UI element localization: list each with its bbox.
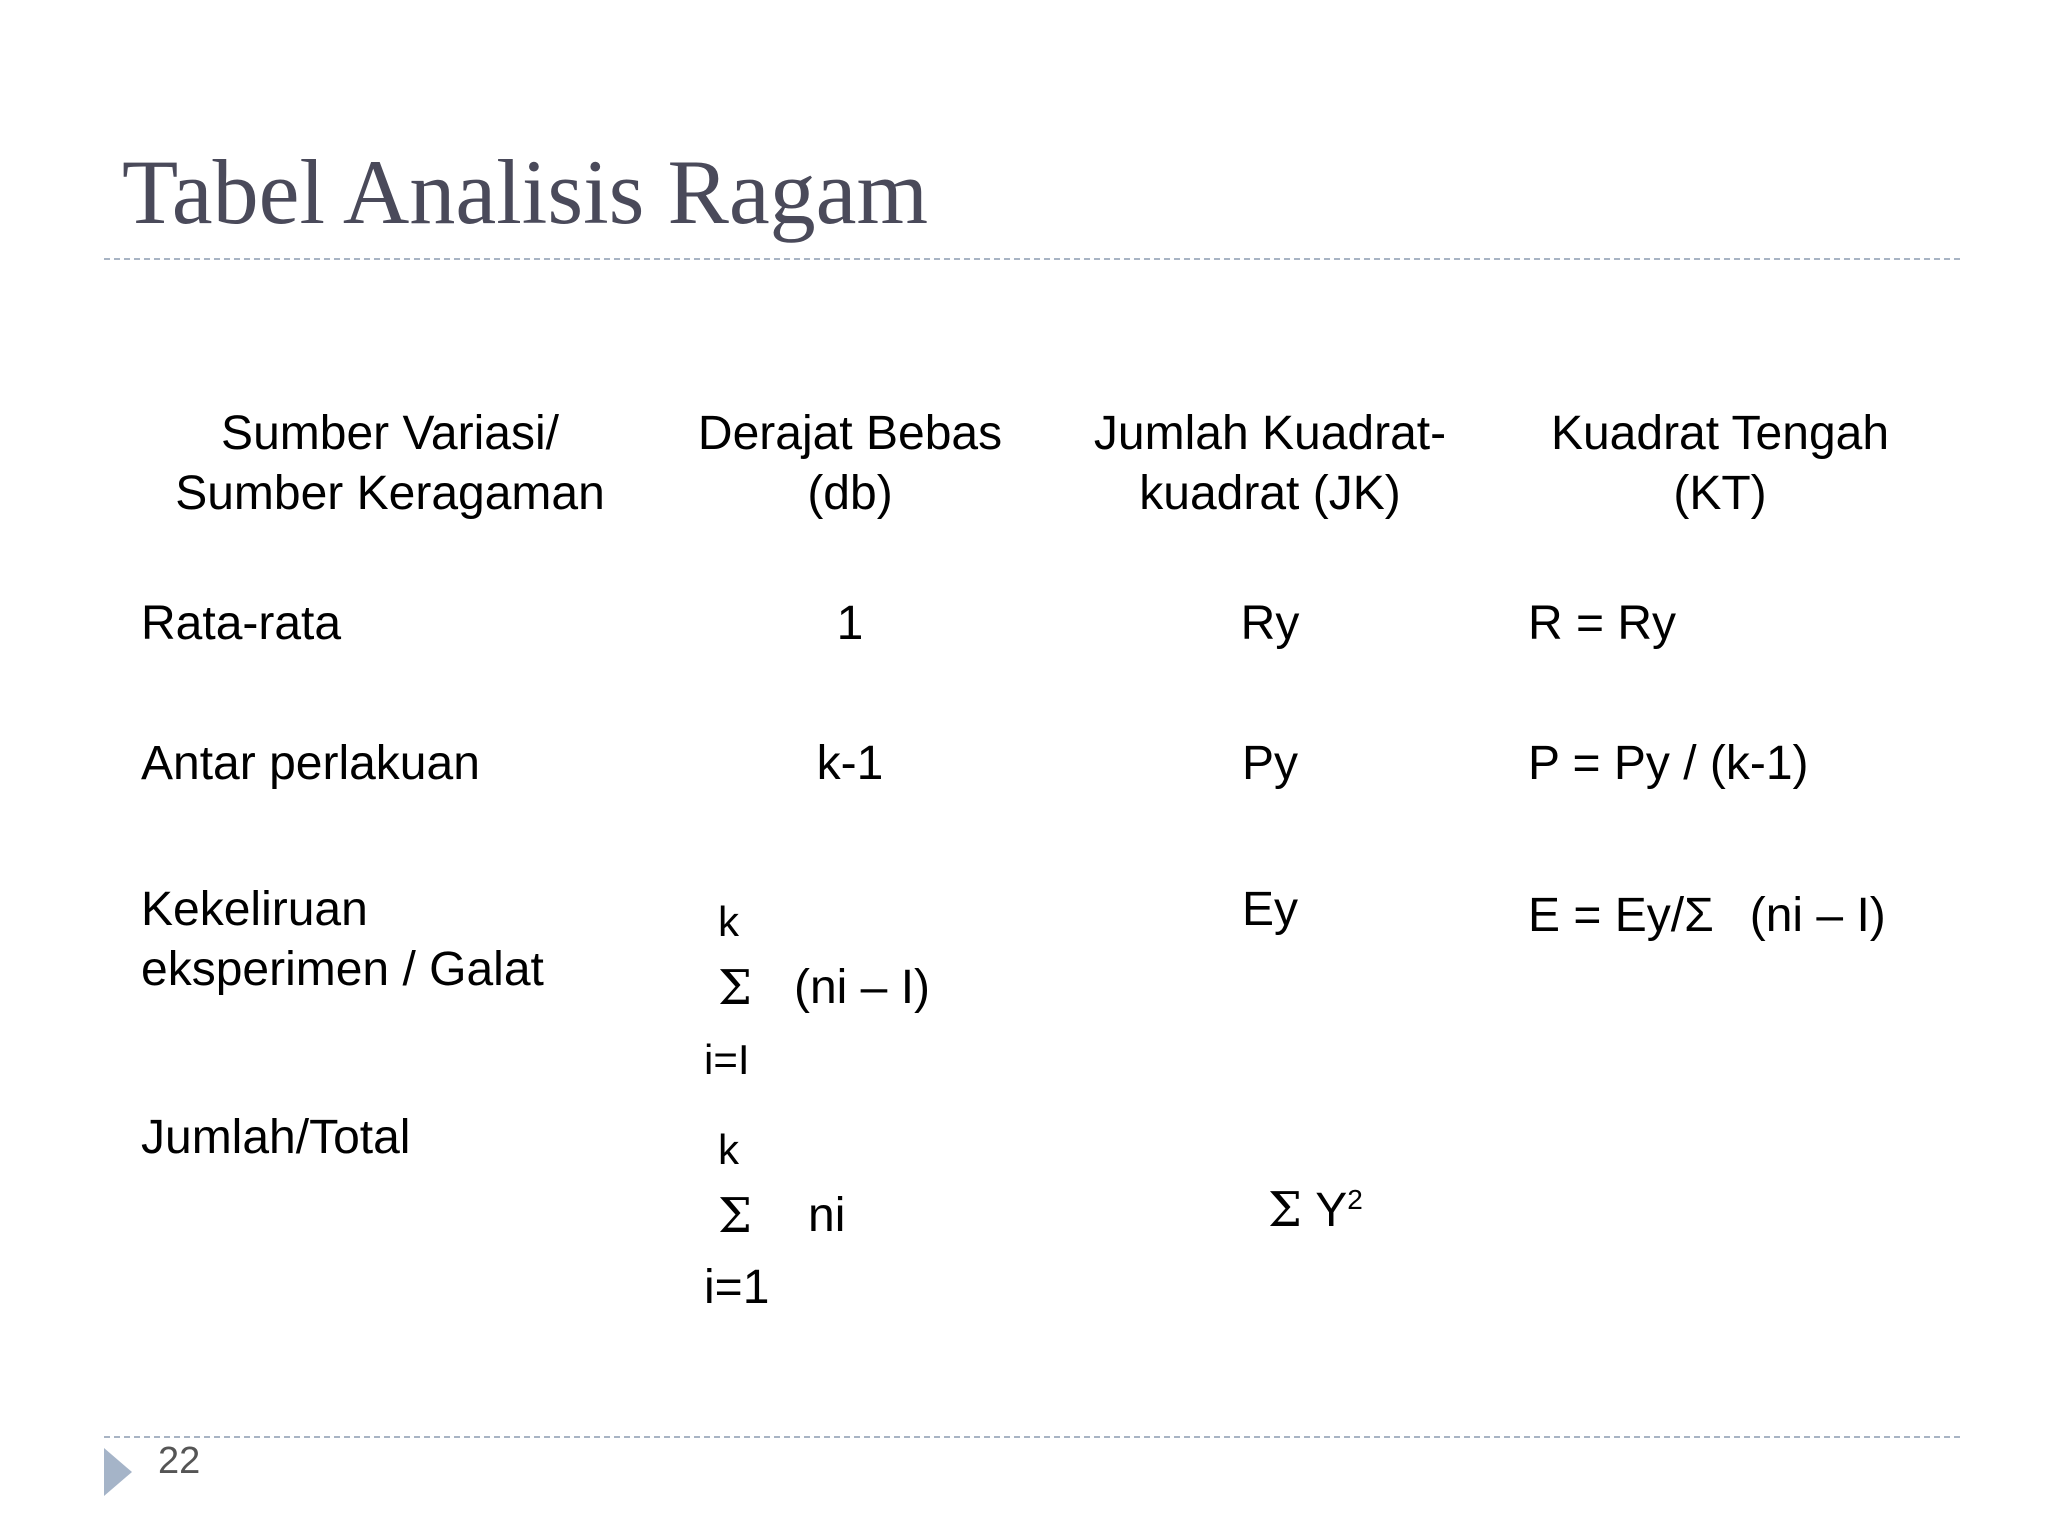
row-rata-source: Rata-rata <box>141 597 342 650</box>
slide-title: Tabel Analisis Ragam <box>122 141 929 243</box>
row-total-jk-exponent: 2 <box>1347 1184 1363 1215</box>
page-number: 22 <box>158 1440 201 1482</box>
row-galat-source-line1: Kekeliruan <box>141 883 368 936</box>
header-kt-line2: (KT) <box>1673 467 1767 520</box>
header-db-line1: Derajat Bebas <box>697 407 1003 460</box>
row-galat-db-sigma: Σ <box>718 960 752 1016</box>
row-galat-kt <box>1528 886 1886 946</box>
row-rata-kt: R = Ry <box>1528 597 1677 650</box>
row-total-jk <box>1268 1170 1363 1241</box>
row-galat-db-term: (ni – I) <box>794 961 931 1014</box>
header-jk <box>1060 404 1480 524</box>
row-total-db-lower: i=1 <box>704 1261 770 1314</box>
row-total-db-upper: k <box>718 1126 739 1173</box>
row-rata-jk: Ry <box>1240 597 1300 650</box>
row-total-source: Jumlah/Total <box>141 1111 411 1164</box>
row-galat-source <box>141 880 544 1000</box>
header-db-line2: (db) <box>807 467 893 520</box>
header-source-line2: Sumber Keragaman <box>175 467 605 520</box>
row-galat-db-upper: k <box>718 898 739 945</box>
header-kt-line1: Kuadrat Tengah <box>1550 407 1890 460</box>
row-galat-db-lower: i=I <box>704 1036 750 1083</box>
header-jk-line2: kuadrat (JK) <box>1139 467 1401 520</box>
header-kt <box>1510 404 1930 524</box>
row-galat-source-line2: eksperimen / Galat <box>141 943 544 996</box>
row-total-db-term: ni <box>808 1189 846 1242</box>
row-galat-kt-term: (ni – I) <box>1749 889 1886 942</box>
row-antar-db: k-1 <box>816 737 884 790</box>
header-jk-line1: Jumlah Kuadrat- <box>1093 407 1447 460</box>
row-galat-jk: Ey <box>1241 883 1298 936</box>
slide-bullet-triangle-icon <box>104 1448 132 1496</box>
row-antar-kt: P = Py / (k-1) <box>1528 737 1809 790</box>
row-total-jk-base: Y <box>1315 1184 1348 1237</box>
row-antar-jk: Py <box>1241 737 1298 790</box>
header-source <box>140 404 640 524</box>
title-divider <box>104 258 1960 260</box>
row-antar-source: Antar perlakuan <box>141 737 480 790</box>
row-rata-db: 1 <box>836 597 864 650</box>
row-total-db-sigma: Σ <box>718 1188 752 1244</box>
row-galat-kt-prefix: E = Ey/Σ <box>1528 889 1714 942</box>
footer-divider <box>104 1436 1960 1438</box>
row-total-jk-sigma: Σ <box>1268 1182 1302 1238</box>
header-db <box>660 404 1040 524</box>
header-source-line1: Sumber Variasi/ <box>221 407 559 460</box>
